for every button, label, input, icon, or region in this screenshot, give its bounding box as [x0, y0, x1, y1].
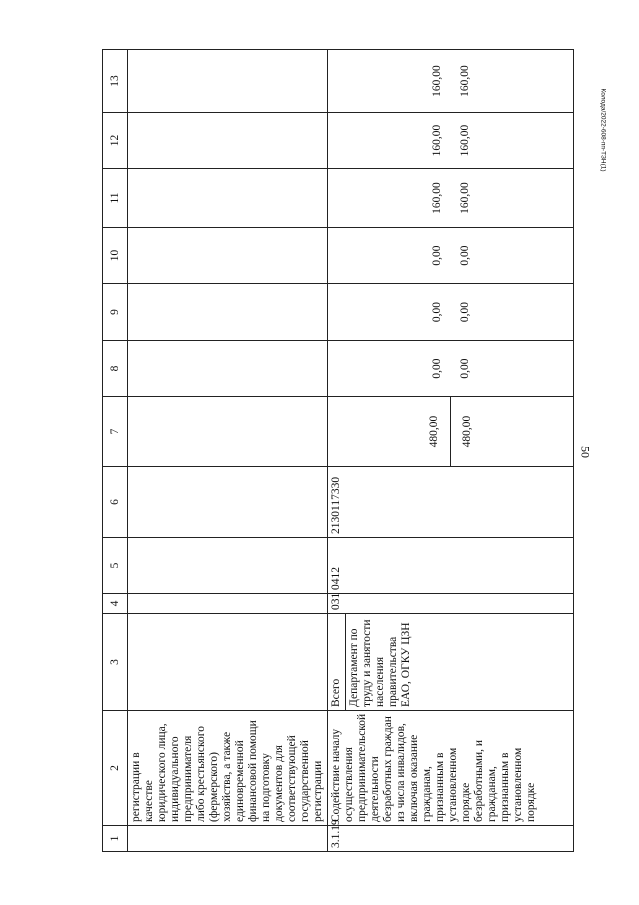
table-row — [128, 50, 328, 852]
header-cell: 12 — [103, 113, 128, 169]
executor-name: Департамент по труду и занятости населения правительства ЕАО, ОГКУ ЦЗН — [348, 619, 412, 707]
budget-table — [102, 49, 574, 852]
cell-col7 — [128, 397, 328, 467]
cell-col7: 480,00 480,00 — [328, 397, 574, 467]
header-cell: 6 — [103, 467, 128, 538]
document-code: Колода/2022-608-пп-ТЗН(1) — [599, 88, 607, 172]
header-cell: 1 — [103, 826, 128, 852]
cell-col8 — [128, 341, 328, 397]
row-number: 3.1.19 — [328, 826, 574, 852]
cell-col8: 0,00 0,00 — [328, 341, 574, 397]
divider — [345, 614, 346, 710]
table-rotated-container — [102, 50, 574, 852]
cell-col13: 160,00 160,00 — [328, 50, 574, 113]
header-cell: 8 — [103, 341, 128, 397]
header-row — [103, 50, 128, 852]
executor-cell — [328, 614, 574, 711]
header-cell: 5 — [103, 538, 128, 594]
event-description: Содействие началу осуществления предпринимательской деятельности безработных граждан из числа инвалидов, включая оказание гражданам, признанным в установленном порядке безработными, и гражданам, признанным в установленном порядке — [328, 711, 574, 826]
header-cell: 10 — [103, 228, 128, 284]
header-cell: 13 — [103, 50, 128, 113]
header-cell: 11 — [103, 169, 128, 228]
table-row — [328, 50, 574, 852]
cell-col6: 2130117330 — [328, 467, 574, 538]
header-cell: 3 — [103, 614, 128, 711]
cell-col11: 160,00 160,00 — [328, 169, 574, 228]
cell-col1 — [128, 826, 328, 852]
cell-col11 — [128, 169, 328, 228]
header-cell: 7 — [103, 397, 128, 467]
total-label: Всего — [330, 678, 342, 707]
cell-col4: 031 — [328, 594, 574, 614]
cell-col2: регистрации в качестве юридического лица, индивидуального предпринимателя либо крестьянского (фермерского) хозяйства, а также единовременной финансовой помощи на подготовку документов для соответствующей государственной регистрации — [128, 711, 328, 826]
cell-col9: 0,00 0,00 — [328, 284, 574, 341]
cell-col3 — [128, 614, 328, 711]
header-cell: 4 — [103, 594, 128, 614]
cell-col9 — [128, 284, 328, 341]
cell-col10: 0,00 0,00 — [328, 228, 574, 284]
cell-col12 — [128, 113, 328, 169]
cell-col5: 0412 — [328, 538, 574, 594]
cell-col6 — [128, 467, 328, 538]
cell-col10 — [128, 228, 328, 284]
cell-col5 — [128, 538, 328, 594]
cell-col12: 160,00 160,00 — [328, 113, 574, 169]
cell-col13 — [128, 50, 328, 113]
header-cell: 9 — [103, 284, 128, 341]
page-number: 50 — [578, 446, 593, 458]
cell-col4 — [128, 594, 328, 614]
header-cell: 2 — [103, 711, 128, 826]
